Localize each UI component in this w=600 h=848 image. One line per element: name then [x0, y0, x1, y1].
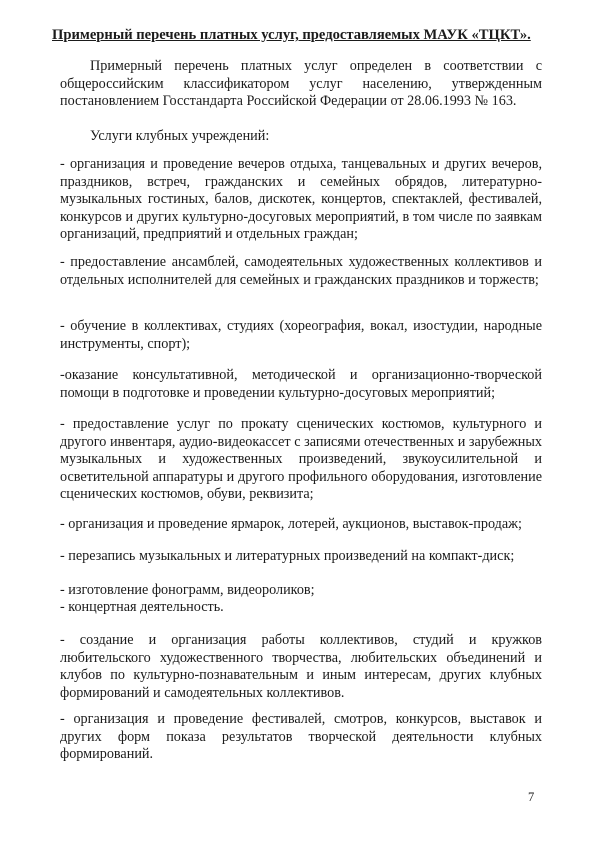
service-item: - обучение в коллективах, студиях (хореография, вокал, изостудии, народные инструменты, спорт); — [60, 318, 542, 352]
service-item: - создание и организация работы коллективов, студий и кружков любительского художественного творчества, любительских объединений и клубов по культурно-познавательным и иным интересам, других клубных формирований и самодеятельных коллективов. — [60, 632, 542, 701]
service-item: - предоставление ансамблей, самодеятельных художественных коллективов и отдельных исполнителей для семейных и гражданских праздников и торжеств; — [60, 254, 542, 288]
section-subheading: Услуги клубных учреждений: — [90, 128, 270, 144]
service-item: - концертная деятельность. — [60, 599, 224, 615]
service-item: - предоставление услуг по прокату сценических костюмов, культурного и другого инвентаря, аудио-видеокассет с записями отечественных и зарубежных музыкальных и художественных произведений, звукоусилительной и осветительной аппаратуры и другого профильного оборудования, изготовление сценических костюмов, обуви, реквизита; — [60, 416, 542, 502]
service-item: -оказание консультативной, методической и организационно-творческой помощи в подготовке и проведении культурно-досуговых мероприятий; — [60, 367, 542, 401]
intro-paragraph: Примерный перечень платных услуг определен в соответствии с общероссийским классификатором услуг населению, утвержденным постановлением Госстандарта Российской Федерации от 28.06.1993 № 163. — [60, 58, 542, 109]
service-item: - изготовление фонограмм, видеороликов; — [60, 582, 315, 598]
service-item: - организация и проведение вечеров отдыха, танцевальных и других вечеров, праздников, встреч, гражданских и семейных обрядов, литературно-музыкальных гостиных, балов, дискотек, концертов, спектаклей, фестивалей, конкурсов и других культурно-досуговых мероприятий, в том числе по заявкам организаций, предприятий и отдельных граждан; — [60, 156, 542, 242]
document-title: Примерный перечень платных услуг, предоставляемых МАУК «ТЦКТ». — [52, 27, 531, 43]
service-item: - перезапись музыкальных и литературных произведений на компакт-диск; — [60, 548, 515, 564]
service-item: - организация и проведение ярмарок, лотерей, аукционов, выставок-продаж; — [60, 516, 522, 532]
page-number: 7 — [528, 790, 535, 804]
service-item: - организация и проведение фестивалей, смотров, конкурсов, выставок и других форм показа результатов творческой деятельности клубных формирований. — [60, 711, 542, 762]
